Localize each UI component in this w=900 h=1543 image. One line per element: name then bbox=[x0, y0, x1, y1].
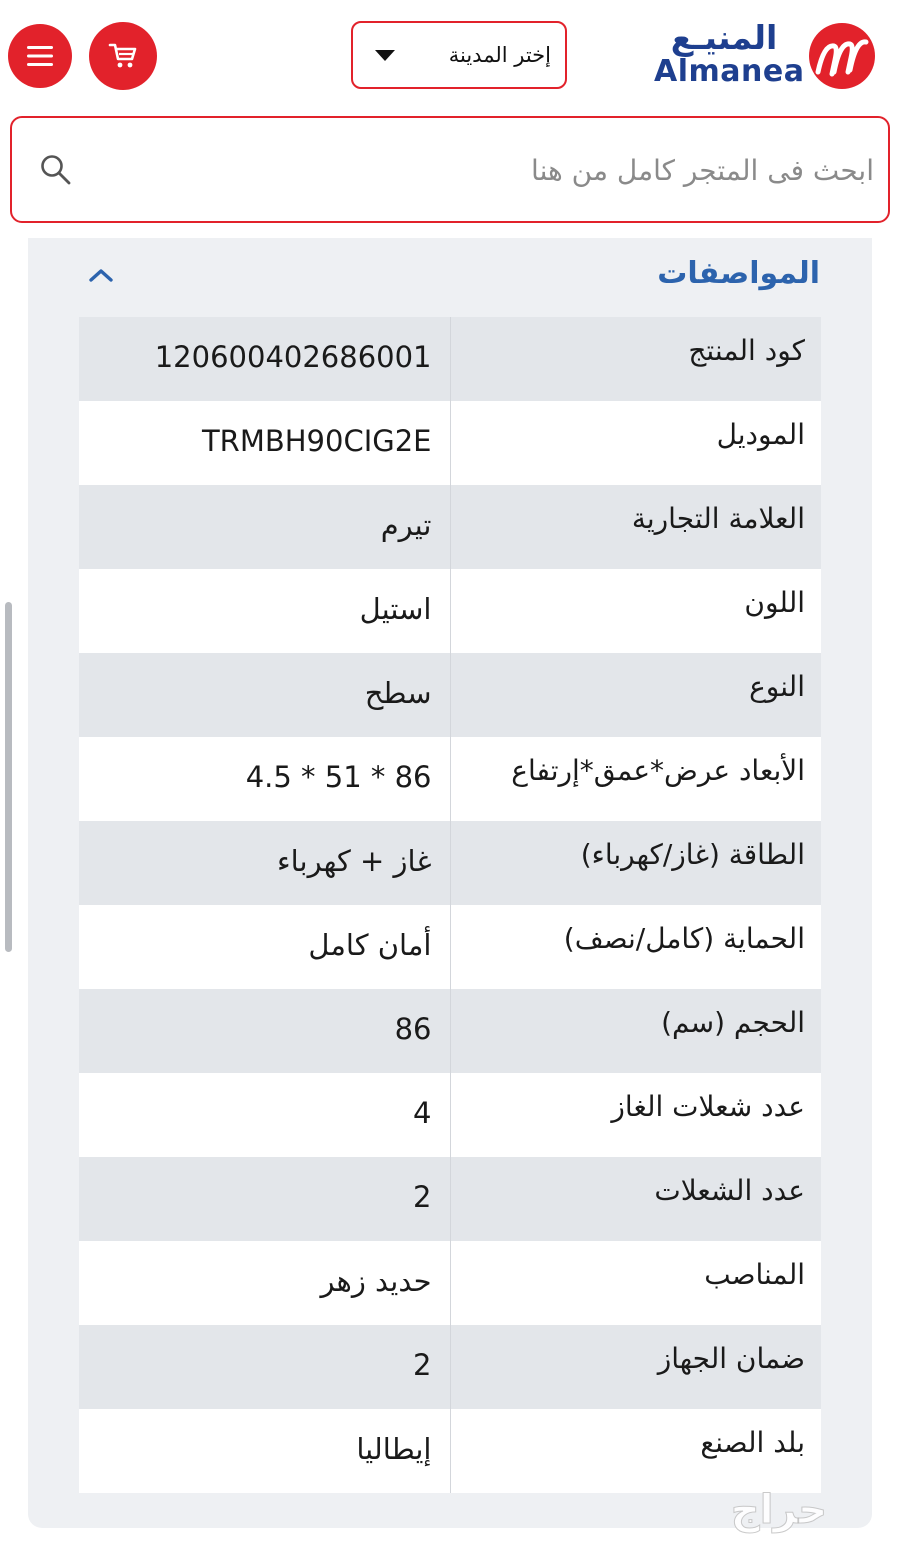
haraj-watermark: حراج bbox=[730, 1487, 828, 1533]
spec-row bbox=[79, 485, 821, 569]
spec-value: تيرم bbox=[380, 508, 432, 542]
spec-label: ضمان الجهاز bbox=[657, 1342, 805, 1375]
specifications-section bbox=[28, 238, 872, 1528]
spec-value: 86 * 51 * 4.5 bbox=[245, 760, 432, 794]
search-input[interactable] bbox=[98, 142, 874, 198]
city-select-label: إختر المدينة bbox=[448, 43, 551, 67]
spec-row bbox=[79, 821, 821, 905]
spec-row bbox=[79, 401, 821, 485]
spec-row bbox=[79, 569, 821, 653]
almanea-logo[interactable] bbox=[648, 14, 878, 94]
spec-label: المناصب bbox=[704, 1258, 805, 1291]
spec-label: الحجم (سم) bbox=[661, 1006, 805, 1039]
menu-button[interactable] bbox=[8, 24, 72, 88]
spec-value: TRMBH90CIG2E bbox=[201, 424, 432, 458]
spec-row bbox=[79, 1157, 821, 1241]
spec-row bbox=[79, 317, 821, 401]
spec-label: عدد الشعلات bbox=[654, 1174, 805, 1207]
spec-label: عدد شعلات الغاز bbox=[611, 1090, 805, 1123]
spec-value: 86 bbox=[394, 1012, 432, 1046]
logo-mark-icon bbox=[808, 22, 876, 90]
search-box bbox=[10, 116, 890, 223]
spec-label: الحماية (كامل/نصف) bbox=[563, 922, 805, 955]
spec-value: 4 bbox=[413, 1096, 432, 1130]
page-scrollbar[interactable] bbox=[5, 602, 12, 952]
spec-value: 2 bbox=[413, 1348, 432, 1382]
spec-row bbox=[79, 1073, 821, 1157]
spec-label: اللون bbox=[744, 586, 805, 619]
spec-value: حديد زهر bbox=[320, 1264, 432, 1298]
hamburger-menu-icon bbox=[27, 45, 53, 67]
specifications-table bbox=[79, 317, 821, 1493]
spec-value: غاز + كهرباء bbox=[277, 844, 432, 878]
cart-button[interactable] bbox=[89, 22, 157, 90]
spec-row bbox=[79, 1241, 821, 1325]
spec-row bbox=[79, 1325, 821, 1409]
logo-english-text: Almanea bbox=[654, 54, 805, 89]
spec-row bbox=[79, 737, 821, 821]
spec-label: الأبعاد عرض*عمق*إرتفاع bbox=[511, 754, 805, 787]
spec-value: 2 bbox=[413, 1180, 432, 1214]
specifications-collapse-button[interactable] bbox=[84, 258, 118, 292]
spec-value: استيل bbox=[359, 592, 432, 626]
spec-label: الطاقة (غاز/كهرباء) bbox=[580, 838, 805, 871]
spec-label: العلامة التجارية bbox=[631, 502, 805, 535]
spec-label: النوع bbox=[749, 670, 805, 703]
spec-value: 120600402686001 bbox=[154, 340, 432, 374]
spec-row bbox=[79, 905, 821, 989]
city-select[interactable] bbox=[351, 21, 567, 89]
shopping-cart-icon bbox=[108, 42, 138, 70]
spec-row bbox=[79, 989, 821, 1073]
chevron-up-icon bbox=[88, 267, 114, 283]
spec-value: إيطاليا bbox=[356, 1432, 432, 1466]
specifications-title: المواصفات bbox=[657, 256, 820, 291]
caret-down-icon bbox=[375, 50, 395, 61]
spec-row bbox=[79, 1409, 821, 1493]
spec-value: أمان كامل bbox=[308, 928, 432, 962]
spec-row bbox=[79, 653, 821, 737]
spec-label: الموديل bbox=[716, 418, 805, 451]
logo-arabic-text: المنيـع bbox=[670, 18, 778, 57]
spec-label: كود المنتج bbox=[688, 334, 805, 367]
search-icon[interactable] bbox=[38, 152, 74, 188]
spec-label: بلد الصنع bbox=[700, 1426, 805, 1459]
spec-value: سطح bbox=[364, 676, 432, 710]
